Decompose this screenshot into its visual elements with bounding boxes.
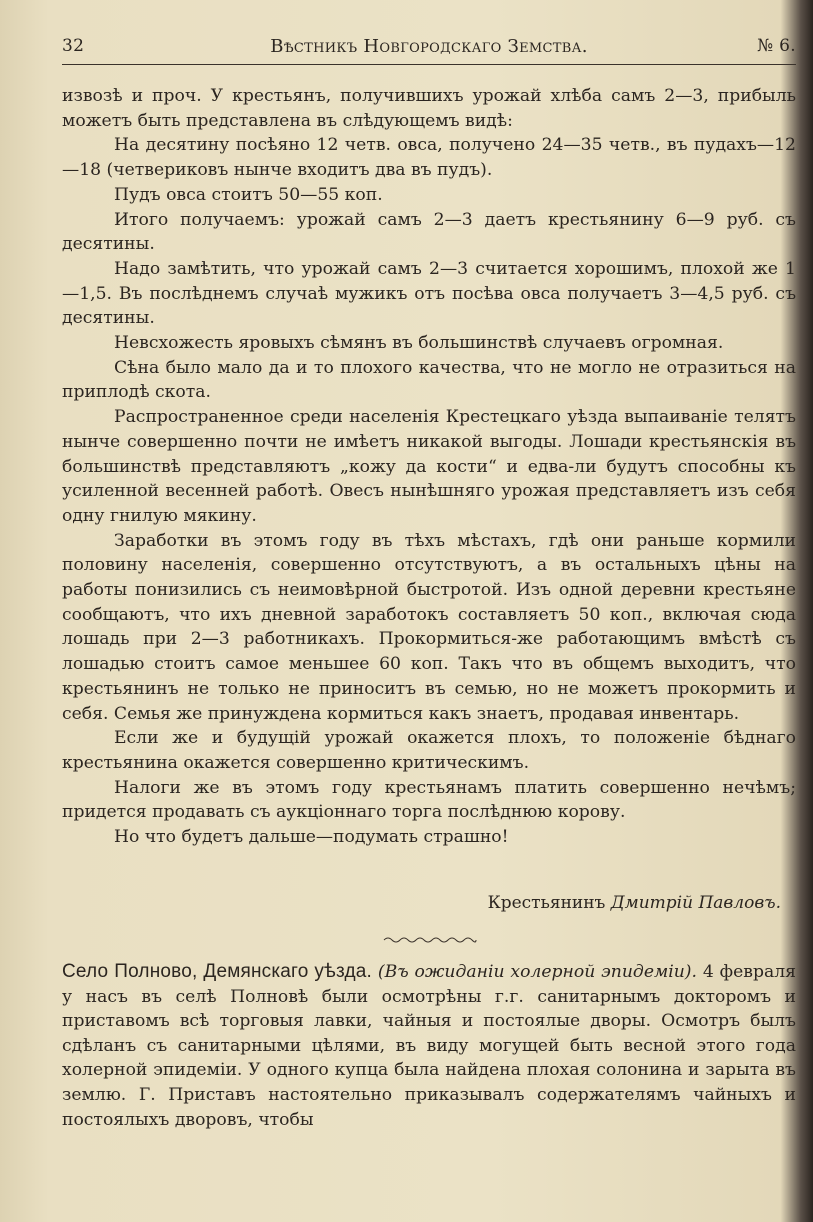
paragraph: Итого получаемъ: урожай самъ 2—3 даетъ крестьянину 6—9 руб. съ десятины. <box>62 209 796 255</box>
paragraph: Заработки въ этомъ году въ тѣхъ мѣстахъ, гдѣ они раньше кормили половину населенія, совершенно отсутствуютъ, а въ остальныхъ цѣны на работы понизились съ неимовѣрной быстротой. Изъ одной деревни крестьяне сообщаютъ, что ихъ дневной заработокъ составляетъ 50 коп., включая сюда лошадь при 2—3 работникахъ. Прокормиться-же работающимъ вмѣстѣ съ лошадью стоитъ самое меньшее 60 коп. Такъ что въ общемъ выходитъ, что крестьянинъ не только не приноситъ въ семью, но не можетъ прокормить и себя. Семья же принуждена кормиться какъ знаетъ, продавая инвентарь. <box>62 530 796 724</box>
paragraph: Налоги же въ этомъ году крестьянамъ платить совершенно нечѣмъ; придется продавать съ аукціоннаго торга послѣднюю корову. <box>62 777 796 823</box>
signature-name: Дмитрій Павловъ. <box>610 893 781 913</box>
signature <box>488 893 781 913</box>
paragraph: Распространенное среди населенія Крестецкаго уѣзда выпаиваніе телятъ нынче совершенно почти не имѣетъ никакой выгоды. Лошади крестьянскія въ большинствѣ представляютъ „кожу да кости“ и едва-ли будутъ способны къ усиленной весенней работѣ. Овесъ нынѣшняго урожая представляетъ изъ себя одну гнилую мякину. <box>62 407 796 526</box>
issue-number: № 6. <box>757 36 796 56</box>
news-item-text: 4 февраля у насъ въ селѣ Полновѣ были осмотрѣны г.г. санитарнымъ докторомъ и приставомъ всѣ торговыя лавки, чайныя и постоялые дворы. Осмотръ былъ сдѣланъ съ санитарными цѣлями, въ виду могущей быть весной этого года холерной эпидеміи. У одного купца была найдена плохая солонина и зарыта въ землю. Г. Приставъ настоятельно приказывалъ содержателямъ чайныхъ и постоялыхъ дворовъ, чтобы <box>62 962 796 1130</box>
paragraph: Невсхожесть яровыхъ сѣмянъ въ большинствѣ случаевъ огромная. <box>114 333 724 354</box>
news-item-subtitle: (Въ ожиданіи холерной эпидеміи). <box>377 962 697 982</box>
paragraph: Сѣна было мало да и то плохого качества, что не могло не отразиться на приплодѣ скота. <box>62 357 796 403</box>
article-body <box>62 84 796 850</box>
divider-ornament-icon <box>382 936 478 944</box>
journal-title: Вѣстникъ Новгородскаго Земства. <box>270 36 588 57</box>
paragraph: На десятину посѣяно 12 четв. овса, получено 24—35 четв., въ пудахъ—12—18 (четвериковъ нынче входитъ два въ пудъ). <box>62 135 796 181</box>
paragraph: Если же и будущій урожай окажется плохъ, то положеніе бѣднаго крестьянина окажется совершенно критическимъ. <box>62 728 796 773</box>
running-header <box>62 34 796 65</box>
news-item-place: Село Полново, Демянскаго уѣзда. <box>62 961 372 982</box>
paragraph: Пудъ овса стоитъ 50—55 коп. <box>114 184 383 205</box>
paragraph: Надо замѣтить, что урожай самъ 2—3 считается хорошимъ, плохой же 1—1,5. Въ послѣднемъ случаѣ мужикъ отъ посѣва овса получаетъ 3—4,5 руб. съ десятины. <box>62 258 796 329</box>
signature-prefix: Крестьянинъ <box>487 893 606 913</box>
news-item <box>62 960 796 1132</box>
paragraph: извозѣ и проч. У крестьянъ, получившихъ урожай хлѣба самъ 2—3, прибыль можетъ быть представлена въ слѣдующемъ видѣ: <box>62 86 796 131</box>
page-number: 32 <box>62 36 85 56</box>
paragraph: Но что будетъ дальше—подумать страшно! <box>114 827 509 848</box>
